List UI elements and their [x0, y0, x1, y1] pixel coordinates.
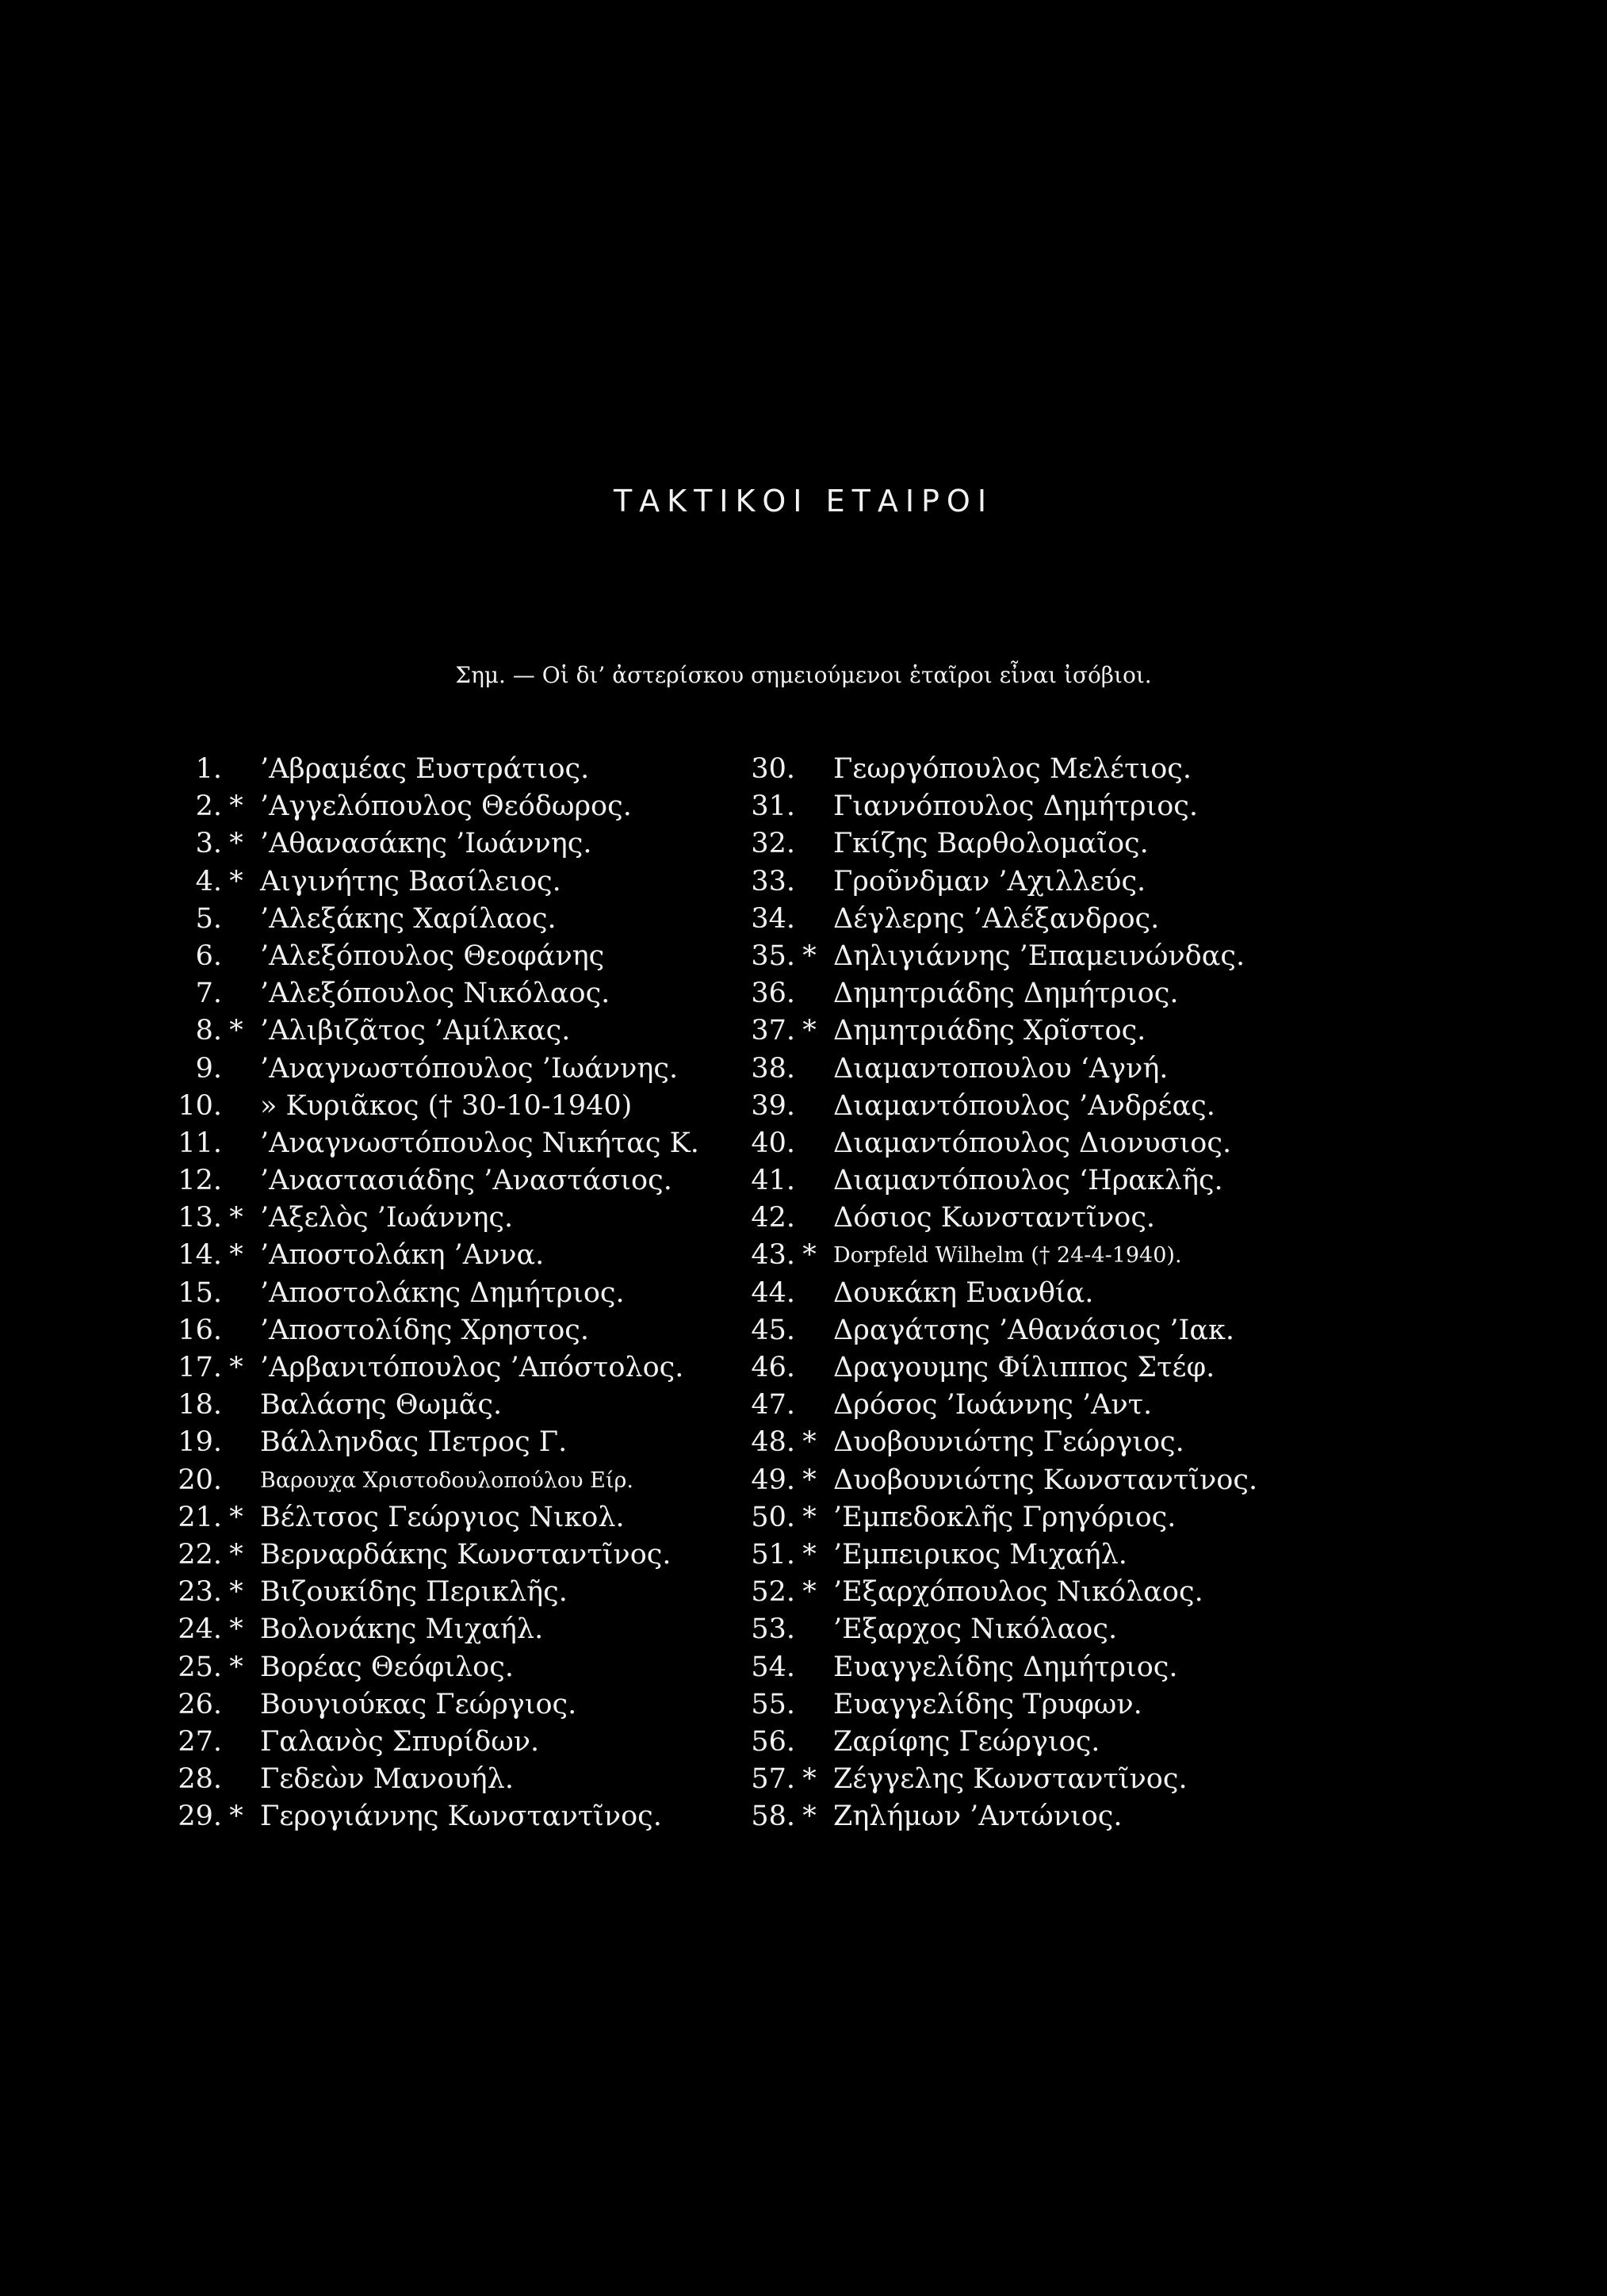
life-member-asterisk: * [802, 1763, 817, 1796]
member-name: Ζηλήμων ’Αντώνιος. [833, 1800, 1123, 1833]
life-member-asterisk: * [802, 1426, 817, 1459]
life-member-asterisk: * [802, 1239, 817, 1272]
entry-number: 27. [178, 1725, 222, 1758]
member-name: Βάλληνδας Πετρος Γ. [260, 1426, 568, 1459]
member-entry [159, 1424, 785, 1461]
life-member-asterisk: * [802, 1576, 817, 1609]
member-entry [159, 1349, 785, 1387]
member-name: Ευαγγελίδης Τρυφων. [833, 1688, 1142, 1720]
member-entry [159, 1387, 785, 1424]
life-member-asterisk: * [802, 939, 817, 972]
member-name: ’Αξελὸς ’Ιωάννης. [260, 1202, 514, 1234]
member-entry [159, 975, 785, 1012]
entry-number: 35. [751, 939, 795, 972]
member-name: Δουκάκη Ευανθία. [833, 1276, 1094, 1309]
member-entry [728, 788, 1552, 825]
life-member-asterisk: * [229, 1352, 243, 1383]
entry-number: 3. [195, 828, 222, 860]
member-name: ’Αποστολάκη ’Αννα. [260, 1239, 545, 1272]
entry-number: 43. [751, 1239, 795, 1272]
page-title: ΤΑΚΤΙΚΟΙ ΕΤΑΙΡΟΙ [613, 484, 994, 519]
member-name: Γερογιάννης Κωνσταντῖνος. [260, 1800, 662, 1833]
entry-number: 50. [751, 1501, 795, 1533]
entry-number: 46. [751, 1352, 795, 1383]
entry-number: 51. [751, 1538, 795, 1571]
entry-number: 1. [195, 753, 222, 785]
member-entry [159, 863, 785, 901]
member-entry [159, 825, 785, 863]
member-name: Διαμαντόπουλος Διονυσιος. [833, 1127, 1232, 1159]
entry-number: 17. [178, 1352, 222, 1383]
entry-number: 4. [195, 865, 222, 897]
member-entry [159, 1724, 785, 1761]
entry-number: 14. [178, 1239, 222, 1272]
member-name: Βαρουχα Χριστοδουλοπούλου Είρ. [260, 1468, 633, 1493]
member-name: Διαμαντόπουλος ’Ανδρέας. [833, 1089, 1215, 1122]
member-name: Γεδεὼν Μανουήλ. [260, 1763, 514, 1796]
member-entry [728, 825, 1552, 863]
member-name: ’Εξαρχόπουλος Νικόλαος. [833, 1576, 1203, 1609]
member-entry [159, 1574, 785, 1611]
member-entry [728, 1387, 1552, 1424]
member-entry [728, 1088, 1552, 1125]
entry-number: 13. [178, 1202, 222, 1234]
member-entry [159, 1611, 785, 1648]
entry-number: 9. [195, 1052, 222, 1085]
entry-number: 5. [195, 902, 222, 935]
member-name: ’Αγγελόπουλος Θεόδωρος. [260, 790, 632, 823]
life-member-asterisk: * [229, 1538, 243, 1571]
member-entry [159, 1649, 785, 1686]
member-entry [159, 1536, 785, 1574]
member-name: » Κυριᾶκος († 30-10-1940) [260, 1089, 633, 1122]
member-name: Βολονάκης Μιχαήλ. [260, 1613, 544, 1646]
member-name: Ζέγγελης Κωνσταντῖνος. [833, 1763, 1188, 1796]
member-name: Dorpfeld Wilhelm († 24-4-1940). [833, 1243, 1182, 1269]
member-name: Βουγιούκας Γεώργιος. [260, 1688, 577, 1720]
entry-number: 47. [751, 1389, 795, 1422]
member-entry [728, 1462, 1552, 1499]
member-entry [159, 788, 785, 825]
entry-number: 6. [195, 939, 222, 972]
member-name: Βέλτσος Γεώργιος Νικολ. [260, 1501, 625, 1533]
member-entry [728, 1536, 1552, 1574]
member-name: Ζαρίφης Γεώργιος. [833, 1725, 1100, 1758]
entry-number: 56. [751, 1725, 795, 1758]
member-entry [159, 1462, 785, 1499]
entry-number: 29. [178, 1800, 222, 1833]
member-name: Δραγουμης Φίλιππος Στέφ. [833, 1352, 1215, 1383]
life-member-asterisk: * [229, 1202, 243, 1234]
life-member-asterisk: * [229, 790, 243, 823]
life-member-asterisk: * [229, 1576, 243, 1609]
member-entry [728, 1275, 1552, 1312]
entry-number: 25. [178, 1651, 222, 1683]
entry-number: 7. [195, 978, 222, 1010]
entry-number: 2. [195, 790, 222, 823]
member-name: ’Εμπειρικος Μιχαήλ. [833, 1538, 1127, 1571]
member-entry [728, 1798, 1552, 1835]
members-column-right [728, 751, 1552, 1835]
member-name: Διαμαντόπουλος ‘Ηρακλῆς. [833, 1165, 1223, 1197]
member-entry [159, 751, 785, 788]
life-member-asterisk: * [229, 828, 243, 860]
member-name: ’Αλεξόπουλος Νικόλαος. [260, 978, 610, 1010]
entry-number: 58. [751, 1800, 795, 1833]
life-member-asterisk: * [229, 1800, 243, 1833]
member-entry [728, 1724, 1552, 1761]
life-member-asterisk: * [229, 1501, 243, 1533]
member-entry [159, 1761, 785, 1798]
entry-number: 53. [751, 1613, 795, 1646]
member-entry [159, 1088, 785, 1125]
entry-number: 44. [751, 1276, 795, 1309]
member-entry [159, 1499, 785, 1536]
member-name: Βερναρδάκης Κωνσταντῖνος. [260, 1538, 671, 1571]
entry-number: 11. [178, 1127, 222, 1159]
entry-number: 12. [178, 1165, 222, 1197]
member-name: Βαλάσης Θωμᾶς. [260, 1389, 503, 1422]
member-name: ’Αβραμέας Ευστράτιος. [260, 753, 590, 785]
member-entry [159, 901, 785, 938]
entry-number: 32. [751, 828, 795, 860]
member-name: Δημητριάδης Χρῖστος. [833, 1015, 1146, 1047]
member-entry [728, 1499, 1552, 1536]
life-member-asterisk: * [229, 1015, 243, 1047]
entry-number: 45. [751, 1314, 795, 1346]
member-entry [159, 1798, 785, 1835]
entry-number: 31. [751, 790, 795, 823]
member-entry [728, 1686, 1552, 1724]
member-entry [728, 1649, 1552, 1686]
member-entry [728, 1761, 1552, 1798]
member-name: ’Αρβανιτόπουλος ’Απόστολος. [260, 1352, 684, 1383]
entry-number: 19. [178, 1426, 222, 1459]
member-entry [728, 1200, 1552, 1237]
member-entry [159, 1050, 785, 1088]
member-entry [728, 1125, 1552, 1162]
member-name: ’Αθανασάκης ’Ιωάννης. [260, 828, 592, 860]
member-name: ’Αποστολίδης Χρηστος. [260, 1314, 589, 1346]
member-entry [728, 1424, 1552, 1461]
entry-number: 20. [178, 1464, 222, 1496]
entry-number: 39. [751, 1089, 795, 1122]
life-member-asterisk: * [802, 1538, 817, 1571]
member-name: ’Αλεξόπουλος Θεοφάνης [260, 939, 605, 972]
asterisk-note: Σημ. — Οἱ δι’ ἀστερίσκου σημειούμενοι ἑταῖροι εἶναι ἰσόβιοι. [455, 662, 1152, 688]
member-name: Γεωργόπουλος Μελέτιος. [833, 753, 1192, 785]
member-entry [728, 938, 1552, 975]
member-entry [728, 1237, 1552, 1274]
member-entry [728, 901, 1552, 938]
member-entry [159, 1312, 785, 1349]
member-name: Δηλιγιάννης ’Επαμεινώνδας. [833, 939, 1245, 972]
entry-number: 52. [751, 1576, 795, 1609]
member-entry [728, 863, 1552, 901]
entry-number: 37. [751, 1015, 795, 1047]
entry-number: 18. [178, 1389, 222, 1422]
member-name: ’Αναγνωστόπουλος Νικήτας Κ. [260, 1127, 699, 1159]
member-name: Δραγάτσης ’Αθανάσιος ’Ιακ. [833, 1314, 1235, 1346]
member-name: ’Αλιβιζᾶτος ’Αμίλκας. [260, 1015, 571, 1047]
member-name: Αιγινήτης Βασίλειος. [260, 865, 561, 897]
member-entry [159, 1200, 785, 1237]
member-name: Γροῦνδμαν ’Αχιλλεύς. [833, 865, 1146, 897]
entry-number: 49. [751, 1464, 795, 1496]
entry-number: 15. [178, 1276, 222, 1309]
life-member-asterisk: * [802, 1015, 817, 1047]
member-name: Δόσιος Κωνσταντῖνος. [833, 1202, 1156, 1234]
entry-number: 41. [751, 1165, 795, 1197]
entry-number: 21. [178, 1501, 222, 1533]
member-name: ’Εμπεδοκλῆς Γρηγόριος. [833, 1501, 1177, 1533]
member-entry [728, 1012, 1552, 1050]
member-name: Γιαννόπουλος Δημήτριος. [833, 790, 1199, 823]
member-entry [728, 1050, 1552, 1088]
entry-number: 22. [178, 1538, 222, 1571]
entry-number: 8. [195, 1015, 222, 1047]
entry-number: 55. [751, 1688, 795, 1720]
member-name: Βιζουκίδης Περικλῆς. [260, 1576, 568, 1609]
member-entry [728, 1574, 1552, 1611]
life-member-asterisk: * [802, 1501, 817, 1533]
member-name: ’Αναγνωστόπουλος ’Ιωάννης. [260, 1052, 679, 1085]
entry-number: 24. [178, 1613, 222, 1646]
member-name: ’Εξαρχος Νικόλαος. [833, 1613, 1118, 1646]
member-entry [159, 938, 785, 975]
life-member-asterisk: * [802, 1800, 817, 1833]
member-entry [728, 1349, 1552, 1387]
member-entry [159, 1012, 785, 1050]
member-name: Βορέας Θεόφιλος. [260, 1651, 514, 1683]
entry-number: 48. [751, 1426, 795, 1459]
member-entry [159, 1125, 785, 1162]
member-name: Γαλανὸς Σπυρίδων. [260, 1725, 540, 1758]
life-member-asterisk: * [229, 1651, 243, 1683]
member-name: ’Αναστασιάδης ’Αναστάσιος. [260, 1165, 672, 1197]
member-entry [728, 1312, 1552, 1349]
member-entry [159, 1686, 785, 1724]
member-entry [159, 1237, 785, 1274]
entry-number: 34. [751, 902, 795, 935]
member-entry [728, 975, 1552, 1012]
member-entry [728, 1162, 1552, 1200]
entry-number: 16. [178, 1314, 222, 1346]
life-member-asterisk: * [229, 1239, 243, 1272]
member-name: Δυοβουνιώτης Γεώργιος. [833, 1426, 1184, 1459]
member-name: Ευαγγελίδης Δημήτριος. [833, 1651, 1178, 1683]
entry-number: 40. [751, 1127, 795, 1159]
member-entry [159, 1162, 785, 1200]
entry-number: 54. [751, 1651, 795, 1683]
member-name: ’Αποστολάκης Δημήτριος. [260, 1276, 625, 1309]
member-name: Δημητριάδης Δημήτριος. [833, 978, 1179, 1010]
member-name: ’Αλεξάκης Χαρίλαος. [260, 902, 557, 935]
members-column-left [159, 751, 785, 1835]
member-name: Διαμαντοπουλου ‘Αγνή. [833, 1052, 1169, 1085]
life-member-asterisk: * [229, 865, 243, 897]
member-name: Δυοβουνιώτης Κωνσταντῖνος. [833, 1464, 1258, 1496]
entry-number: 33. [751, 865, 795, 897]
entry-number: 36. [751, 978, 795, 1010]
member-entry [728, 1611, 1552, 1648]
entry-number: 10. [178, 1089, 222, 1122]
member-name: Γκίζης Βαρθολομαῖος. [833, 828, 1149, 860]
member-entry [159, 1275, 785, 1312]
entry-number: 26. [178, 1688, 222, 1720]
entry-number: 57. [751, 1763, 795, 1796]
life-member-asterisk: * [802, 1464, 817, 1496]
entry-number: 38. [751, 1052, 795, 1085]
entry-number: 30. [751, 753, 795, 785]
member-name: Δρόσος ’Ιωάννης ’Αντ. [833, 1389, 1153, 1422]
member-entry [728, 751, 1552, 788]
entry-number: 23. [178, 1576, 222, 1609]
entry-number: 28. [178, 1763, 222, 1796]
life-member-asterisk: * [229, 1613, 243, 1646]
entry-number: 42. [751, 1202, 795, 1234]
member-name: Δέγλερης ’Αλέξανδρος. [833, 902, 1160, 935]
